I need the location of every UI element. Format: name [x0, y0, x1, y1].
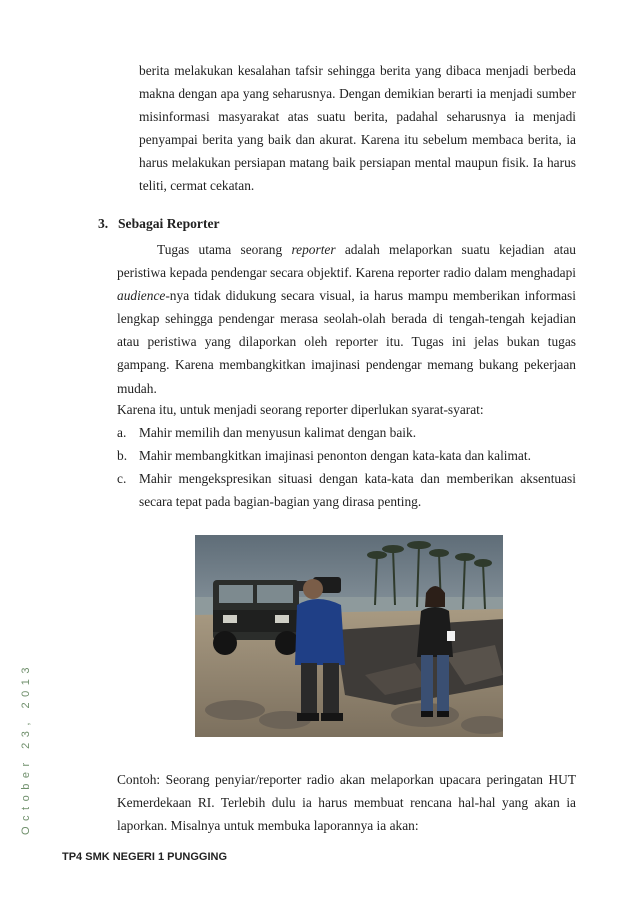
list-item	[117, 444, 576, 467]
p2-reporter-italic: reporter	[291, 242, 336, 257]
paragraph-requirements-intro: Karena itu, untuk menjadi seorang reporter diperlukan syarat-syarat:	[117, 402, 484, 417]
list-marker: c.	[117, 471, 127, 487]
requirements-list	[117, 421, 576, 513]
paragraph-example: Contoh: Seorang penyiar/reporter radio akan melaporkan upacara peringatan HUT Kemerdekaan RI. Terlebih dulu ia harus membuat rencana hal-hal yang akan ia laporkan. Misalnya untuk membuka laporannya ia akan:	[117, 772, 576, 834]
list-item	[117, 467, 576, 513]
side-date-text: October 23, 2013	[20, 661, 32, 835]
section-heading	[98, 216, 220, 232]
page-footer: TP4 SMK NEGERI 1 PUNGGING	[62, 851, 228, 863]
p2-part3: -nya tidak didukung secara visual, ia harus mampu memberikan informasi lengkap sehingga pendengar merasa seolah-olah berada di tengah-tengah kejadian atau peristiwa yang dilaporkan oleh reporter itu. Tugas ini jelas bukan tugas gampang. Karena membangkitkan imajinasi pendengar memang bukang pekerjaan mudah.	[117, 288, 576, 396]
list-item-text: Mahir membangkitkan imajinasi penonton dengan kata-kata dan kalimat.	[139, 448, 531, 464]
section-title: Sebagai Reporter	[118, 216, 220, 231]
p2-part2: adalah melaporkan suatu kejadian atau peristiwa kepada pendengar secara objektif. Karena reporter radio dalam menghadapi	[117, 242, 576, 281]
list-marker: b.	[117, 448, 128, 464]
paragraph-intro: berita melakukan kesalahan tafsir sehingga berita yang dibaca menjadi berbeda makna dengan apa yang seharusnya. Dengan demikian berarti ia menjadi sumber misinformasi masyarakat atas suatu berita, padahal seharusnya ia menjadi penyampai berita yang baik dan akurat. Karena itu sebelum membaca berita, ia harus melakukan persiapan matang baik persiapan mental maupun fisik. Ia harus teliti, cermat cekatan.	[139, 63, 576, 194]
list-item-text: Mahir memilih dan menyusun kalimat dengan baik.	[139, 425, 417, 440]
reporter-photo-illustration	[195, 535, 503, 737]
p2-audience-italic: audience	[117, 288, 166, 304]
reporter-photo	[195, 535, 503, 737]
section-number: 3.	[98, 216, 109, 231]
list-item	[117, 421, 576, 444]
list-marker: a.	[117, 425, 127, 440]
paragraph-reporter-duty	[117, 238, 576, 400]
p2-part1: Tugas utama seorang	[157, 242, 292, 257]
list-item-text: Mahir mengekspresikan situasi dengan kata-kata dan memberikan aksentuasi secara tepat pada bagian-bagian yang dirasa penting.	[139, 471, 576, 510]
